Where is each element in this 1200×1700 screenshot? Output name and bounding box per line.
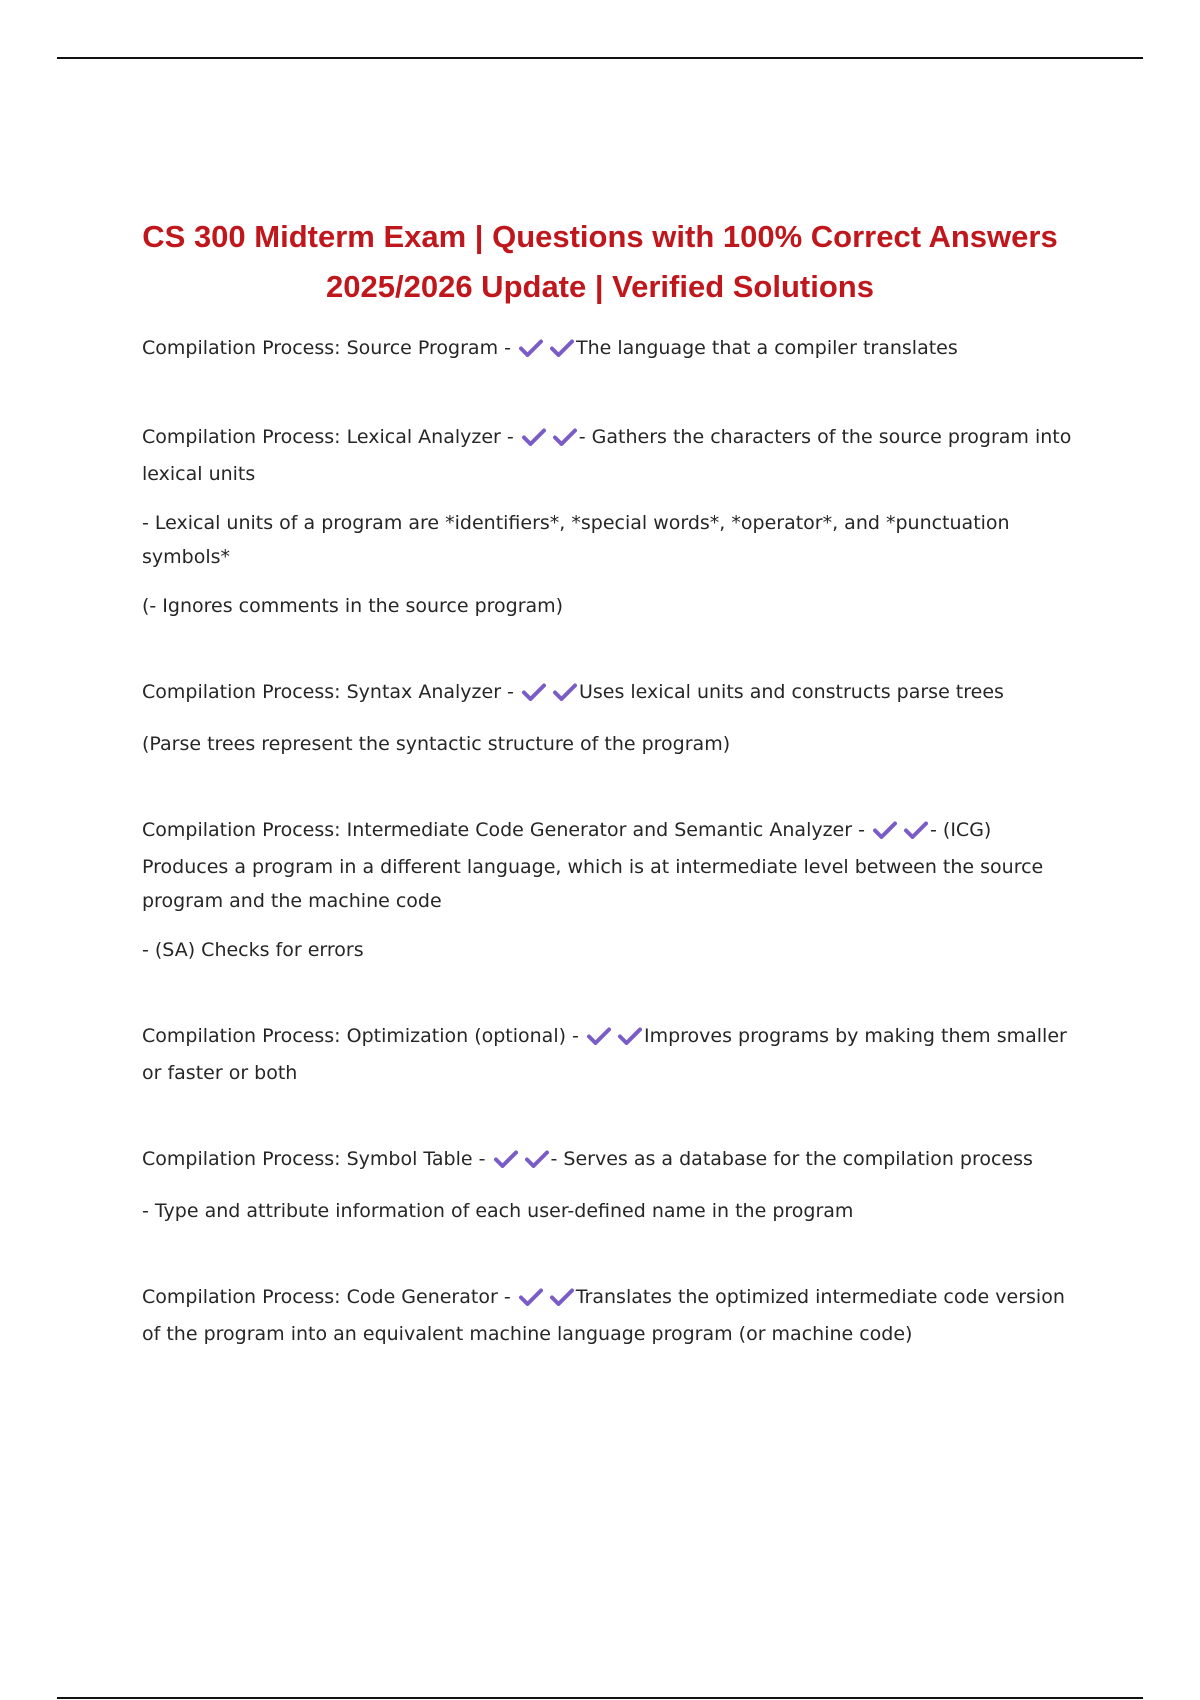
check-icon <box>550 1288 574 1306</box>
check-icon <box>904 821 928 839</box>
term-label: Compilation Process: Lexical Analyzer - <box>142 426 514 448</box>
term-label: Compilation Process: Code Generator - <box>142 1286 511 1308</box>
top-rule <box>57 57 1143 59</box>
document-title <box>60 212 1140 312</box>
term-label: Compilation Process: Syntax Analyzer - <box>142 681 514 703</box>
term-label: Compilation Process: Source Program - <box>142 337 511 359</box>
check-icon <box>525 1150 549 1168</box>
definition-text: Uses lexical units and constructs parse trees <box>578 681 1004 703</box>
entry-first-paragraph <box>142 1142 1072 1179</box>
check-icon <box>553 428 577 446</box>
checkmarks <box>873 816 928 850</box>
definition-text: Improves programs by making them smaller or faster or both <box>142 1025 1073 1084</box>
definition-text: - Serves as a database for the compilation process <box>550 1148 1033 1170</box>
check-icon <box>587 1027 611 1045</box>
flashcard-list <box>142 331 1078 1403</box>
checkmarks <box>522 423 577 457</box>
term-label: Compilation Process: Symbol Table - <box>142 1148 486 1170</box>
check-icon <box>494 1150 518 1168</box>
check-icon <box>522 683 546 701</box>
flashcard-entry <box>142 1280 1072 1351</box>
bottom-rule <box>57 1697 1143 1699</box>
check-icon <box>550 339 574 357</box>
check-icon <box>873 821 897 839</box>
definition-note: (Parse trees represent the syntactic structure of the program) <box>142 733 731 755</box>
definition-text: The language that a compiler translates <box>576 337 958 359</box>
entry-first-paragraph <box>142 1019 1072 1090</box>
checkmarks <box>519 334 574 368</box>
entry-first-paragraph <box>142 813 1072 918</box>
check-icon <box>519 1288 543 1306</box>
definition-note: (- Ignores comments in the source program) <box>142 595 564 617</box>
flashcard-entry <box>142 813 1072 967</box>
flashcard-entry <box>142 675 1072 761</box>
check-icon <box>618 1027 642 1045</box>
check-icon <box>553 683 577 701</box>
flashcard-entry <box>142 1142 1072 1228</box>
check-icon <box>522 428 546 446</box>
entry-first-paragraph <box>142 1280 1072 1351</box>
flashcard-entry <box>142 331 1072 368</box>
checkmarks <box>522 678 577 712</box>
checkmarks <box>494 1145 549 1179</box>
definition-note: - (SA) Checks for errors <box>142 939 364 961</box>
definition-text: - (ICG) Produces a program in a different language, which is at intermediate level between the source program and the machine code <box>142 819 1050 912</box>
flashcard-entry <box>142 420 1078 623</box>
definition-note: - Lexical units of a program are *identifiers*, *special words*, *operator*, and *punctuation symbols* <box>142 512 1016 568</box>
check-icon <box>519 339 543 357</box>
entry-first-paragraph <box>142 420 1078 491</box>
entry-first-paragraph <box>142 675 1072 712</box>
term-label: Compilation Process: Optimization (optional) - <box>142 1025 579 1047</box>
term-label: Compilation Process: Intermediate Code Generator and Semantic Analyzer - <box>142 819 865 841</box>
title-line-2: 2025/2026 Update | Verified Solutions <box>326 269 874 304</box>
definition-text: Translates the optimized intermediate code version of the program into an equivalent machine language program (or machine code) <box>142 1286 1071 1345</box>
checkmarks <box>519 1283 574 1317</box>
flashcard-entry <box>142 1019 1072 1090</box>
checkmarks <box>587 1022 642 1056</box>
definition-note: - Type and attribute information of each user-defined name in the program <box>142 1200 854 1222</box>
entry-first-paragraph <box>142 331 1072 368</box>
definition-text: - Gathers the characters of the source program into lexical units <box>142 426 1078 485</box>
title-line-1: CS 300 Midterm Exam | Questions with 100% Correct Answers <box>142 219 1058 254</box>
